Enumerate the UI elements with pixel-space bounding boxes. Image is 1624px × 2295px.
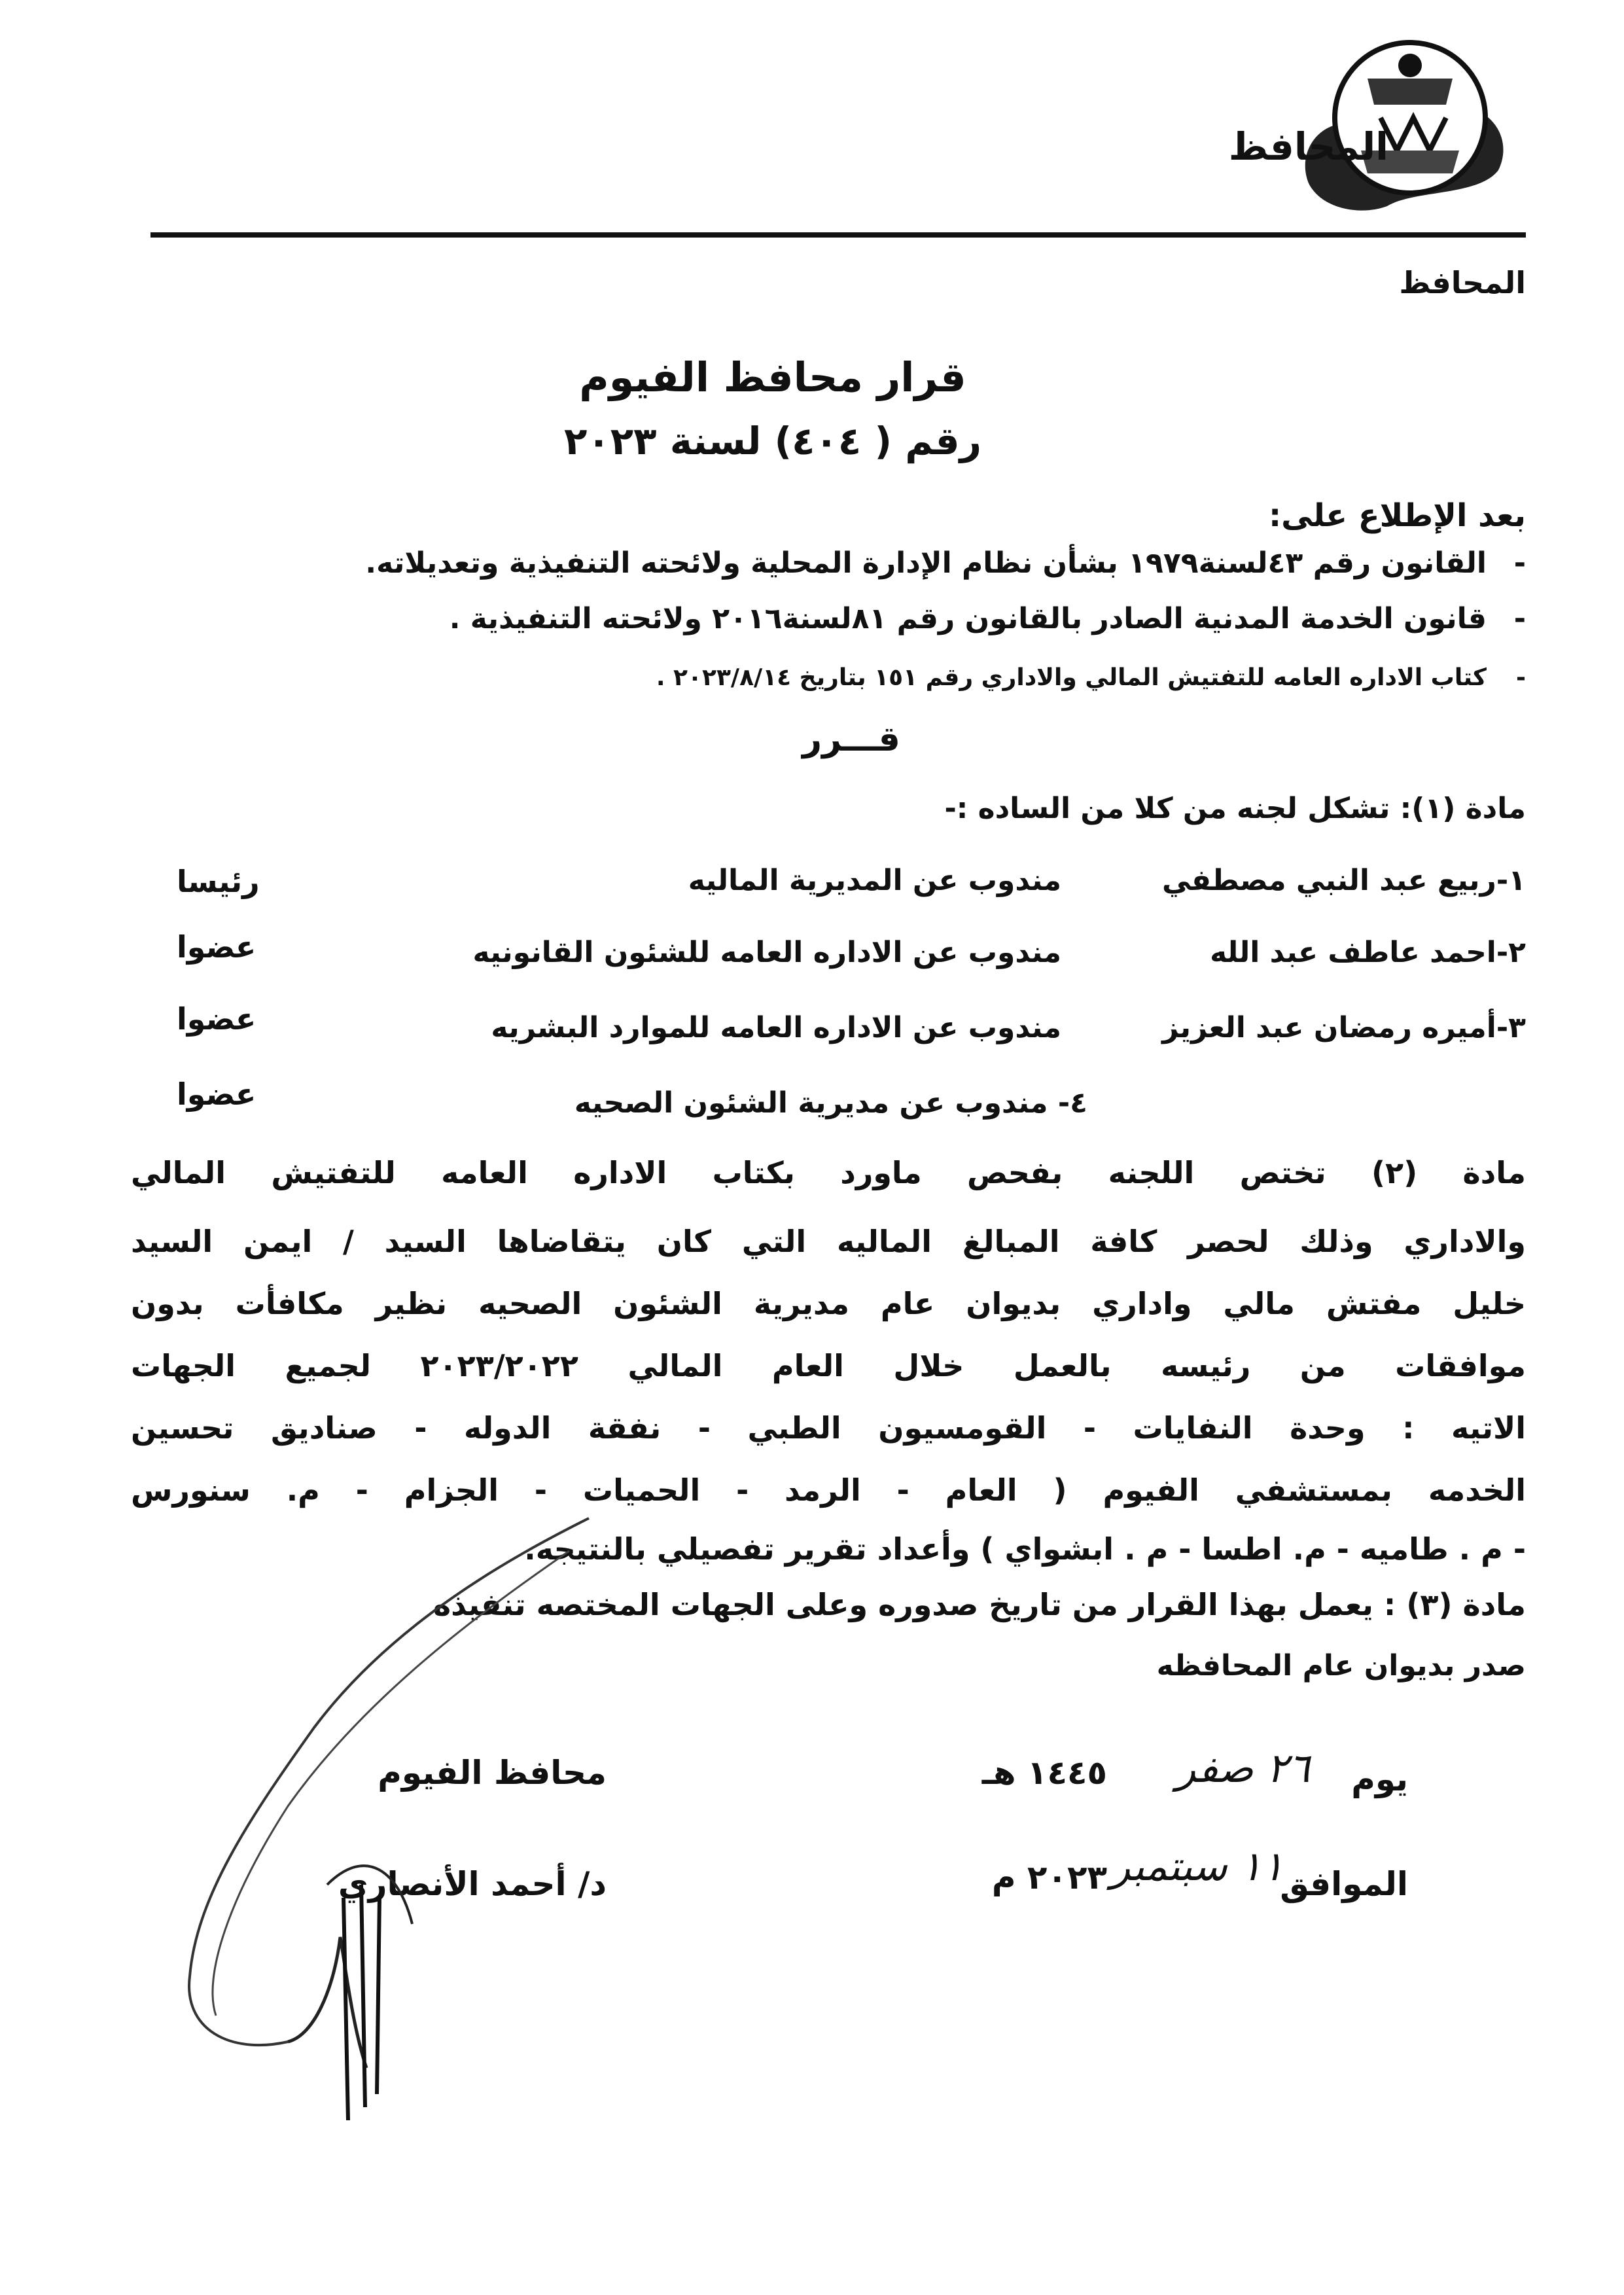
governor-name: د/ أحمد الأنصاري xyxy=(338,1865,607,1903)
article-2-line-3: خليل مفتش مالي واداري بديوان عام مديرية الشئون الصحيه نظير مكافأت بدون xyxy=(131,1286,1526,1321)
member-3-role: عضوا xyxy=(177,1001,256,1037)
member-1-rep: مندوب عن المديرية الماليه xyxy=(688,864,1061,897)
article-2-line-2: والاداري وذلك لحصر كافة المبالغ الماليه التي كان يتقاضاها السيد / ايمن السيد xyxy=(131,1224,1526,1259)
gregorian-day-handwritten: ١١ سبتمبر xyxy=(1110,1842,1284,1890)
header-divider xyxy=(150,232,1526,238)
article-2-line-1: مادة (٢) تختص اللجنه بفحص ماورد بكتاب الاداره العامه للتفتيش المالي xyxy=(131,1155,1526,1190)
reference-2: -قانون الخدمة المدنية الصادر بالقانون رقم ٨١لسنة٢٠١٦ ولائحته التنفيذية . xyxy=(449,602,1526,635)
article-3-text: مادة (٣) : يعمل بهذا القرار من تاريخ صدوره وعلى الجهات المختصه تنفيذه xyxy=(432,1587,1526,1622)
article-2-line-5: الاتيه : وحدة النفايات - القومسيون الطبي - نفقة الدوله - صناديق تحسين xyxy=(131,1410,1526,1446)
member-2-role: عضوا xyxy=(177,929,256,965)
governor-title: محافظ الفيوم xyxy=(378,1754,607,1792)
member-2-rep: مندوب عن الاداره العامه للشئون القانونيه xyxy=(472,936,1061,969)
member-4-name: ٤- مندوب عن مديرية الشئون الصحيه xyxy=(574,1086,1087,1120)
article-2-line-6: الخدمه بمستشفي الفيوم ( العام - الرمد - الحميات - الجزام - م. سنورس xyxy=(131,1472,1526,1508)
member-4-role: عضوا xyxy=(177,1076,256,1112)
day-label: يوم xyxy=(1351,1760,1408,1798)
gregorian-year: ٢٠٢٣ م xyxy=(991,1859,1107,1896)
decree-number: رقم ( ٤٠٤) لسنة ٢٠٢٣ xyxy=(563,419,982,463)
member-3-name: ٣-أميره رمضان عبد العزيز xyxy=(1162,1011,1526,1044)
governorate-logo-icon xyxy=(1282,20,1518,216)
reference-1: -القانون رقم ٤٣لسنة١٩٧٩ بشأن نظام الإدارة المحلية ولائحته التنفيذية وتعديلاته. xyxy=(365,546,1526,580)
member-2-name: ٢-احمد عاطف عبد الله xyxy=(1210,936,1526,969)
preamble-heading: بعد الإطلاع على: xyxy=(1268,497,1526,534)
hijri-year: ١٤٤٥ هـ xyxy=(981,1754,1107,1792)
corresponding-label: الموافق xyxy=(1280,1865,1408,1903)
decree-title: قرار محافظ الفيوم xyxy=(579,353,966,401)
member-1-role: رئيسا xyxy=(177,864,260,899)
signature-scribble-icon xyxy=(118,1479,609,2133)
hijri-day-handwritten: ٢٦ صفر xyxy=(1176,1744,1310,1792)
sub-title: المحافظ xyxy=(1399,265,1526,300)
issued-line: صدر بديوان عام المحافظه xyxy=(1156,1649,1526,1682)
member-1-name: ١-ربيع عبد النبي مصطفي xyxy=(1161,864,1526,897)
decided-heading: قـــرر xyxy=(802,720,900,759)
article-2-line-7: - م . طاميه - م. اطسا - م . ابشواي ) وأعداد تقرير تفصيلي بالنتيجه. xyxy=(524,1531,1526,1567)
member-3-rep: مندوب عن الاداره العامه للموارد البشريه xyxy=(491,1011,1061,1044)
header-title: المحافظ xyxy=(1228,124,1388,169)
reference-3: -كتاب الاداره العامه للتفتيش المالي والاداري رقم ١٥١ بتاريخ ٢٠٢٣/٨/١٤ . xyxy=(656,664,1526,691)
article-2-line-4: موافقات من رئيسه بالعمل خلال العام المالي ٢٠٢٣/٢٠٢٢ لجميع الجهات xyxy=(131,1348,1526,1383)
article-1-intro: مادة (١): تشكل لجنه من كلا من الساده :- xyxy=(944,792,1526,825)
